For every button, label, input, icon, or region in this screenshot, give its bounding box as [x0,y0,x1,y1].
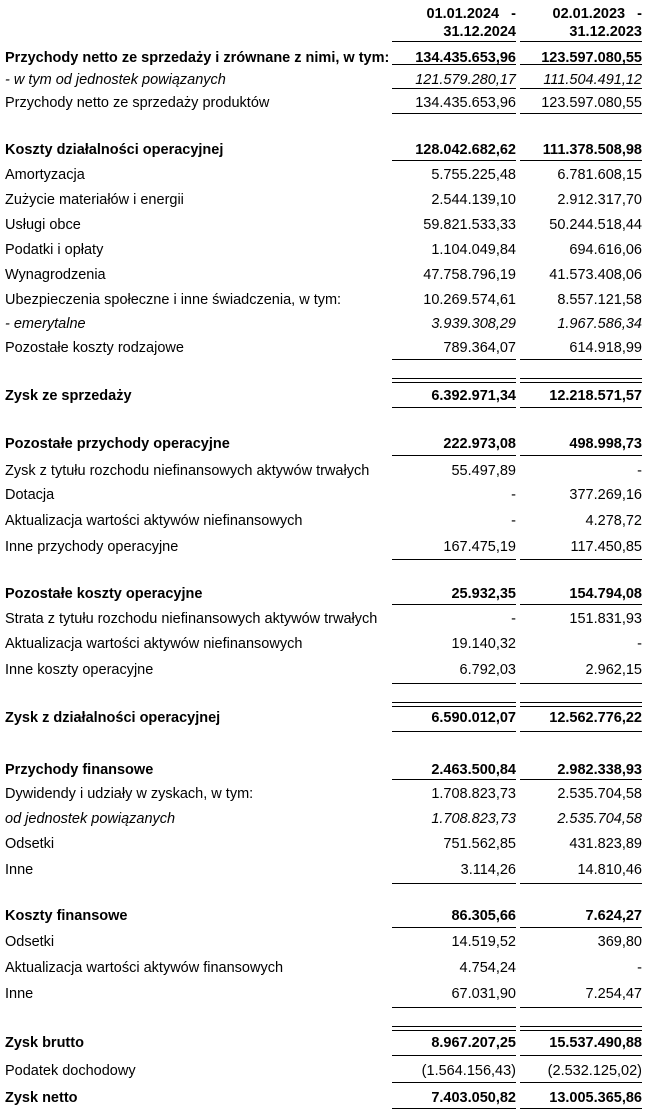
value-2024: 789.364,07 [443,340,516,356]
table-row [0,607,647,631]
table-row [0,459,647,483]
value-2023: 7.624,27 [585,908,642,924]
table-rule [392,883,516,884]
table-row [0,288,647,312]
table-row [0,758,647,782]
table-rule [392,41,516,42]
value-2023: 50.244.518,44 [549,217,642,233]
table-rule [392,382,516,383]
value-2024: 167.475,19 [443,539,516,555]
value-2024: 7.403.050,82 [431,1090,516,1106]
row-label: Inne [5,862,34,878]
table-rule [520,1026,642,1027]
table-rule [520,1055,642,1056]
table-row [0,930,647,954]
row-label: Amortyzacja [5,167,85,183]
value-2024: 8.967.207,25 [431,1035,516,1051]
value-2024: 3.939.308,29 [431,316,516,332]
table-row [0,138,647,162]
value-2023: 12.562.776,22 [549,710,642,726]
col1-header-line1: 01.01.2024 - [426,6,516,22]
table-row [0,68,647,92]
value-2024: 2.544.139,10 [431,192,516,208]
value-2024: - [511,513,516,529]
value-2024: 121.579.280,17 [415,72,516,88]
value-2024: 4.754,24 [459,960,516,976]
table-rule [520,382,642,383]
row-label: Zysk brutto [5,1035,84,1051]
table-row [0,535,647,559]
row-label: Dywidendy i udziały w zyskach, w tym: [5,786,254,802]
table-row [0,658,647,682]
value-2024: 134.435.653,96 [415,95,516,111]
table-row [0,1059,647,1083]
value-2023: 2.962,15 [585,662,642,678]
value-2023: 154.794,08 [569,586,642,602]
table-row [0,509,647,533]
table-row [0,213,647,237]
table-row [0,782,647,806]
value-2024: 6.590.012,07 [431,710,516,726]
value-2024: 3.114,26 [460,862,516,878]
table-row [0,336,647,360]
value-2024: 6.392.971,34 [431,388,516,404]
table-row [0,238,647,262]
table-row [0,384,647,408]
row-label: Inne przychody operacyjne [5,539,179,555]
table-row [0,582,647,606]
table-rule [392,1055,516,1056]
table-row [0,1086,647,1110]
row-label: Aktualizacja wartości aktywów finansowych [5,960,284,976]
value-2024: 1.708.823,73 [431,786,516,802]
row-label: Wynagrodzenia [5,267,106,283]
value-2023: 694.616,06 [569,242,642,258]
row-label: Aktualizacja wartości aktywów niefinansowych [5,513,303,529]
table-row [0,483,647,507]
value-2023: 4.278,72 [585,513,642,529]
table-rule [520,378,642,379]
table-rule [520,559,642,560]
value-2023: 151.831,93 [569,611,642,627]
table-row [0,432,647,456]
table-rule [520,1007,642,1008]
table-row [0,91,647,115]
row-label: Przychody netto ze sprzedaży i zrównane z nimi, w tym: [5,50,390,66]
value-2023: 614.918,99 [569,340,642,356]
value-2024: 5.755.225,48 [431,167,516,183]
col2-header-line1: 02.01.2023 - [552,6,642,22]
row-label: Zużycie materiałów i energii [5,192,184,208]
row-label: Usługi obce [5,217,81,233]
row-label: Zysk ze sprzedaży [5,388,132,404]
row-label: Koszty działalności operacyjnej [5,142,224,158]
row-label: Podatki i opłaty [5,242,104,258]
row-label: Inne koszty operacyjne [5,662,154,678]
value-2023: 498.998,73 [569,436,642,452]
row-label: Podatek dochodowy [5,1063,136,1079]
row-label: Odsetki [5,836,55,852]
value-2023: (2.532.125,02) [547,1063,642,1079]
table-rule [520,731,642,732]
table-rule [392,702,516,703]
row-label: Koszty finansowe [5,908,128,924]
row-label: - emerytalne [5,316,86,332]
row-label: Odsetki [5,934,55,950]
value-2024: 47.758.796,19 [423,267,516,283]
table-rule [392,559,516,560]
value-2023: 7.254,47 [585,986,642,1002]
table-rule [392,731,516,732]
table-row [0,46,647,70]
value-2024: 2.463.500,84 [431,762,516,778]
row-label: Zysk netto [5,1090,78,1106]
value-2023: 2.982.338,93 [557,762,642,778]
value-2023: - [637,463,642,479]
value-2023: 8.557.121,58 [557,292,642,308]
value-2023: 13.005.365,86 [549,1090,642,1106]
row-label: Zysk z działalności operacyjnej [5,710,221,726]
table-row [0,1031,647,1055]
value-2023: 15.537.490,88 [549,1035,642,1051]
table-row [0,312,647,336]
table-row [0,188,647,212]
table-row [0,706,647,730]
table-rule [392,1007,516,1008]
value-2024: - [511,487,516,503]
value-2024: 222.973,08 [443,436,516,452]
col1-header-line2: 31.12.2024 [443,24,516,40]
value-2023: 111.504.491,12 [543,72,642,88]
row-label: - w tym od jednostek powiązanych [5,72,226,88]
table-rule [520,883,642,884]
table-rule [520,702,642,703]
value-2024: 55.497,89 [451,463,516,479]
value-2023: 117.450,85 [570,539,642,555]
value-2024: 128.042.682,62 [415,142,516,158]
value-2023: 111.378.508,98 [542,142,642,158]
value-2023: 41.573.408,06 [549,267,642,283]
value-2023: 6.781.608,15 [557,167,642,183]
value-2023: 12.218.571,57 [549,388,642,404]
col2-header-line2: 31.12.2023 [569,24,642,40]
value-2024: 19.140,32 [451,636,516,652]
value-2024: 86.305,66 [451,908,516,924]
table-row [0,858,647,882]
row-label: Zysk z tytułu rozchodu niefinansowych aktywów trwałych [5,463,370,479]
table-row [0,163,647,187]
table-rule [520,41,642,42]
value-2023: 14.810,46 [577,862,642,878]
value-2024: 751.562,85 [443,836,516,852]
value-2024: 134.435.653,96 [415,50,516,66]
value-2024: 1.708.823,73 [431,811,516,827]
value-2024: 10.269.574,61 [423,292,516,308]
value-2023: 377.269,16 [569,487,642,503]
value-2024: 67.031,90 [451,986,516,1002]
value-2023: 2.535.704,58 [557,786,642,802]
table-row [0,807,647,831]
row-label: Pozostałe koszty rodzajowe [5,340,184,356]
value-2024: 6.792,03 [459,662,516,678]
table-row [0,904,647,928]
value-2023: - [637,960,642,976]
value-2023: 2.912.317,70 [557,192,642,208]
value-2024: 1.104.049,84 [431,242,516,258]
value-2023: 431.823,89 [569,836,642,852]
table-row [0,956,647,980]
row-label: Przychody finansowe [5,762,154,778]
value-2023: 123.597.080,55 [541,50,642,66]
table-rule [392,378,516,379]
table-rule [520,683,642,684]
value-2024: (1.564.156,43) [421,1063,516,1079]
value-2024: 59.821.533,33 [423,217,516,233]
table-rule [392,683,516,684]
value-2023: 1.967.586,34 [557,316,642,332]
table-row [0,632,647,656]
value-2024: - [511,611,516,627]
table-row [0,982,647,1006]
row-label: Dotacja [5,487,55,503]
row-label: Pozostałe koszty operacyjne [5,586,203,602]
value-2023: 2.535.704,58 [557,811,642,827]
row-label: od jednostek powiązanych [5,811,176,827]
table-rule [392,1026,516,1027]
value-2024: 14.519,52 [451,934,516,950]
row-label: Strata z tytułu rozchodu niefinansowych aktywów trwałych [5,611,378,627]
table-row [0,832,647,856]
table-row [0,263,647,287]
value-2023: 369,80 [597,934,642,950]
value-2024: 25.932,35 [451,586,516,602]
row-label: Pozostałe przychody operacyjne [5,436,230,452]
row-label: Inne [5,986,34,1002]
row-label: Przychody netto ze sprzedaży produktów [5,95,270,111]
value-2023: 123.597.080,55 [541,95,642,111]
row-label: Aktualizacja wartości aktywów niefinansowych [5,636,303,652]
row-label: Ubezpieczenia społeczne i inne świadczenia, w tym: [5,292,342,308]
value-2023: - [637,636,642,652]
